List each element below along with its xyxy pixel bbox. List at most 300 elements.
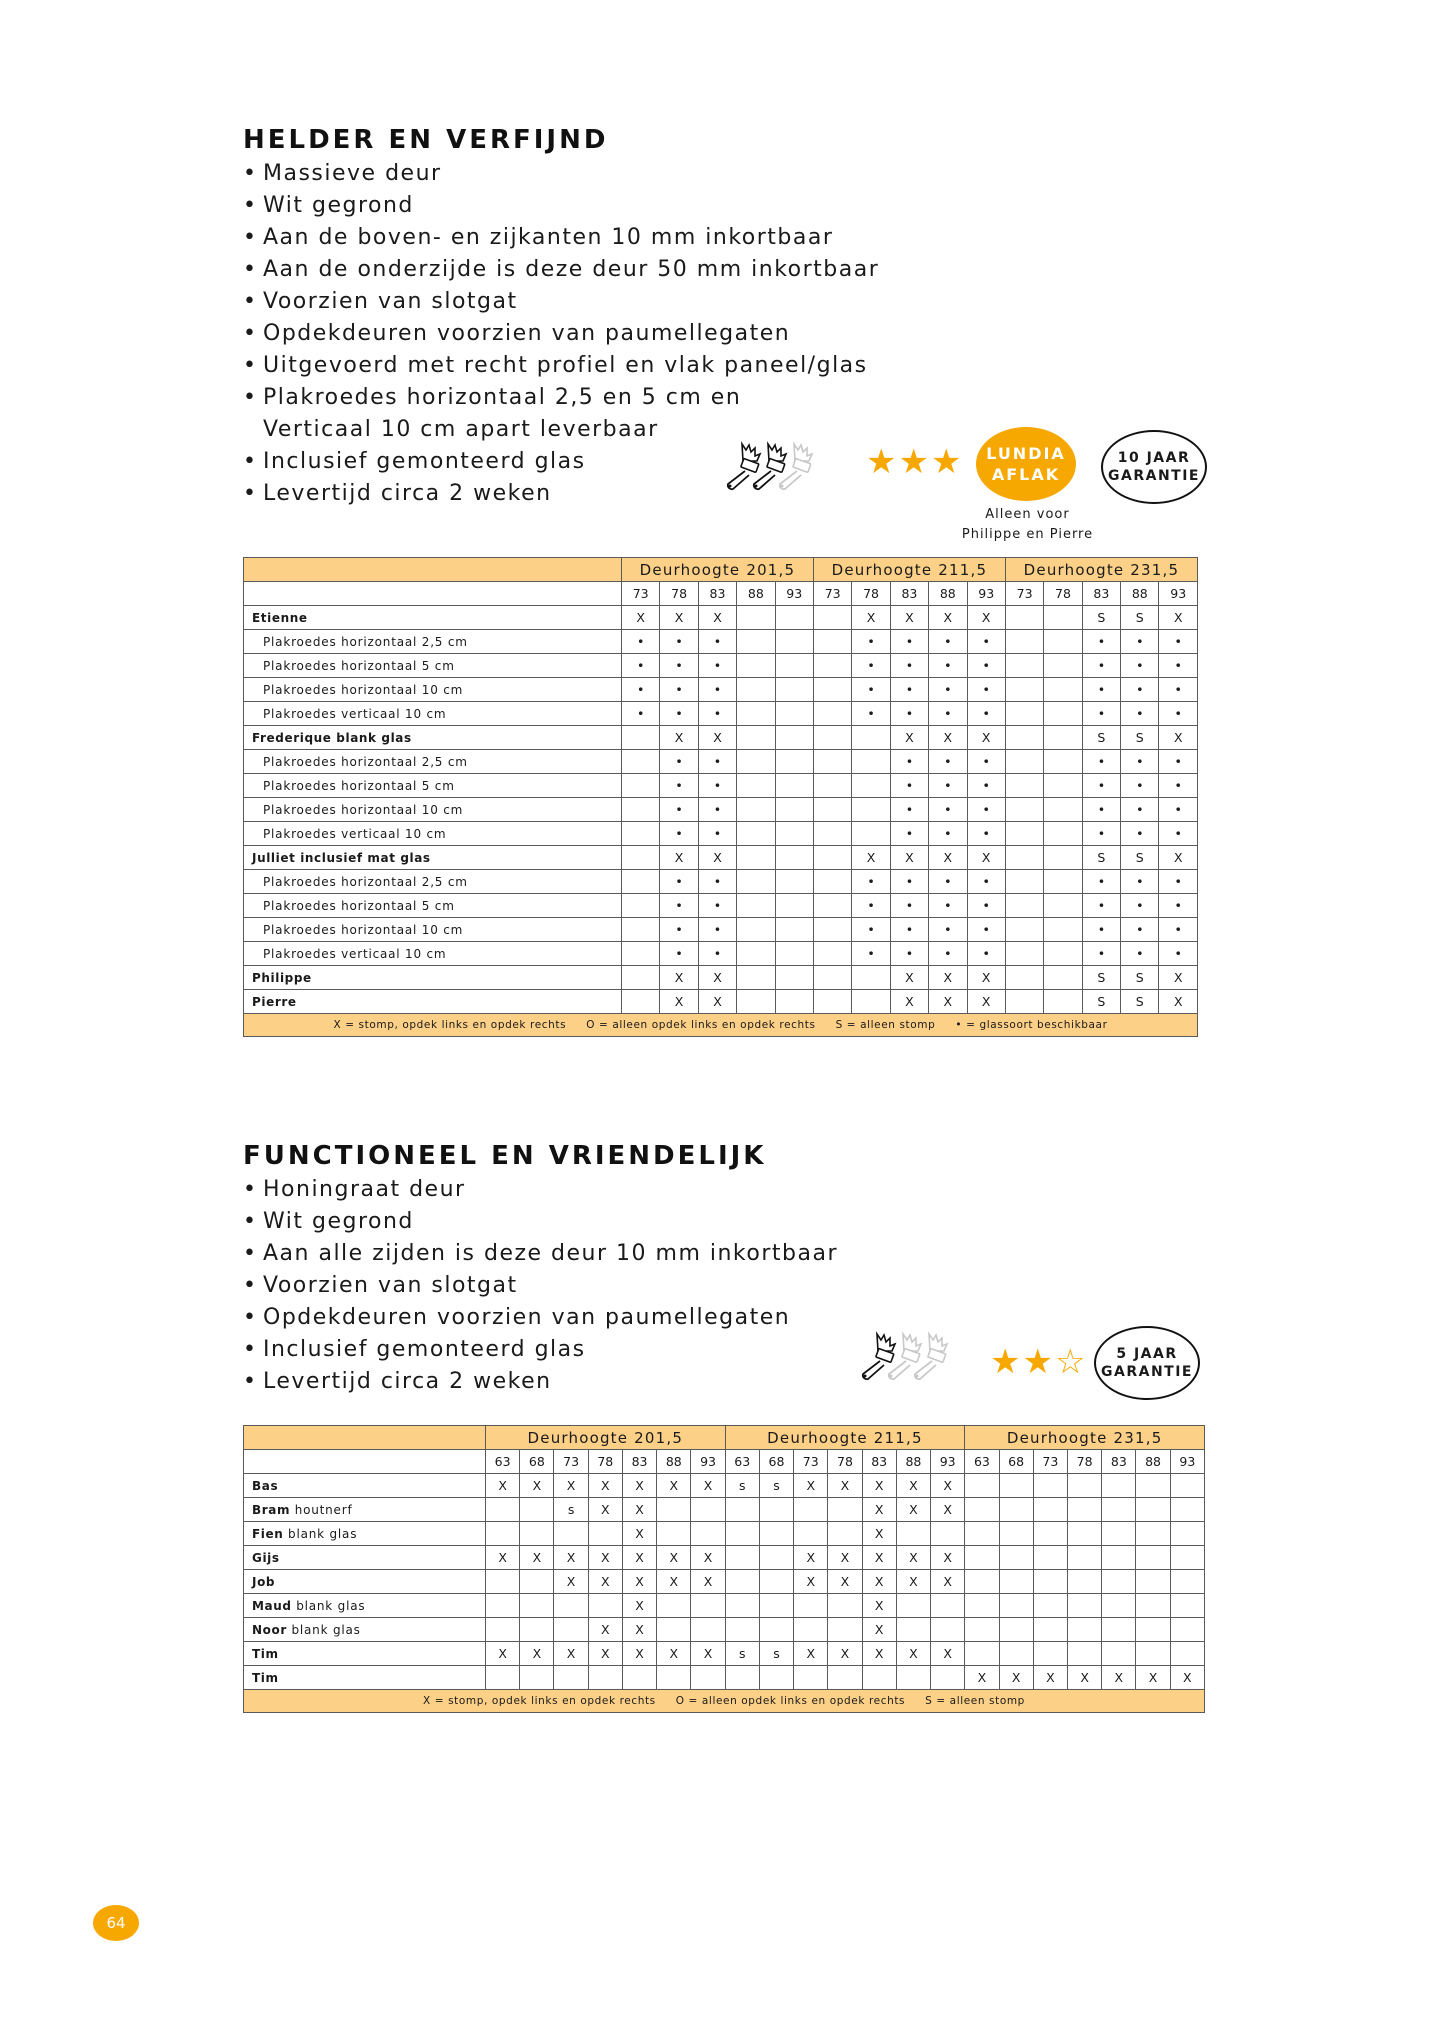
model-name: Frederique blank glas [252, 730, 412, 745]
availability-cell [931, 1522, 965, 1546]
availability-cell [486, 1498, 520, 1522]
availability-cell [965, 1618, 999, 1642]
guarantee-badge-10 [1101, 430, 1207, 504]
availability-cell: X [1170, 1666, 1204, 1690]
availability-cell [1067, 1642, 1101, 1666]
availability-cell: • [852, 894, 890, 918]
availability-cell: • [967, 630, 1005, 654]
door-width-header: 83 [698, 582, 736, 606]
star-icon: ☆ [1054, 1342, 1088, 1382]
availability-cell: X [1159, 966, 1198, 990]
table-legend-row [244, 1690, 1205, 1713]
table-size-header [244, 582, 1198, 606]
availability-cell: S [1121, 966, 1159, 990]
availability-cell: X [862, 1522, 896, 1546]
table-row [244, 822, 1198, 846]
legend-item: • = glassoort beschikbaar [955, 1019, 1108, 1031]
availability-cell [1005, 990, 1043, 1014]
availability-cell [999, 1570, 1033, 1594]
availability-cell [896, 1522, 930, 1546]
availability-cell: • [967, 822, 1005, 846]
availability-cell [520, 1666, 554, 1690]
availability-cell: • [1121, 702, 1159, 726]
table-row [244, 726, 1198, 750]
door-width-header: 63 [965, 1450, 999, 1474]
availability-cell: • [929, 942, 967, 966]
availability-cell [737, 846, 775, 870]
availability-cell [737, 726, 775, 750]
legend-item: O = alleen opdek links en opdek rechts [675, 1695, 906, 1707]
bullet-dot: • [243, 353, 258, 378]
availability-cell: X [554, 1474, 588, 1498]
option-name: Plakroedes horizontaal 5 cm [263, 778, 455, 793]
option-name: Plakroedes verticaal 10 cm [263, 946, 447, 961]
availability-cell: X [896, 1498, 930, 1522]
availability-cell [999, 1642, 1033, 1666]
availability-cell: X [691, 1546, 725, 1570]
availability-cell [622, 942, 660, 966]
bullet-text: Opdekdeuren voorzien van paumellegaten [263, 1305, 791, 1330]
availability-cell: X [622, 606, 660, 630]
door-height-header: Deurhoogte 211,5 [813, 558, 1005, 582]
availability-cell: • [1121, 918, 1159, 942]
model-variant: blank glas [286, 1622, 361, 1637]
availability-cell [813, 918, 851, 942]
availability-cell: • [660, 798, 698, 822]
availability-cell: X [896, 1642, 930, 1666]
door-width-header: 78 [1067, 1450, 1101, 1474]
availability-cell: X [660, 846, 698, 870]
table-legend [244, 1690, 1205, 1713]
availability-cell [520, 1570, 554, 1594]
table-group-header [244, 558, 1198, 582]
legend-item: X = stomp, opdek links en opdek rechts [423, 1695, 656, 1707]
door-width-header: 88 [1121, 582, 1159, 606]
door-width-header: 93 [691, 1450, 725, 1474]
availability-cell [1033, 1522, 1067, 1546]
availability-cell [965, 1522, 999, 1546]
door-width-header: 78 [1044, 582, 1082, 606]
availability-cell [737, 798, 775, 822]
availability-cell: • [660, 870, 698, 894]
availability-cell: • [622, 630, 660, 654]
availability-cell [588, 1522, 622, 1546]
availability-cell: X [794, 1474, 828, 1498]
availability-cell [622, 918, 660, 942]
availability-cell: • [1082, 798, 1120, 822]
availability-cell [1044, 750, 1082, 774]
availability-cell: X [660, 966, 698, 990]
availability-cell: X [862, 1642, 896, 1666]
row-label [244, 1498, 486, 1522]
door-height-header: Deurhoogte 211,5 [725, 1426, 965, 1450]
availability-cell [486, 1666, 520, 1690]
availability-cell [1136, 1642, 1170, 1666]
availability-cell [1044, 846, 1082, 870]
availability-cell: • [698, 702, 736, 726]
availability-cell: • [698, 822, 736, 846]
availability-cell: • [698, 774, 736, 798]
availability-cell: X [622, 1642, 656, 1666]
availability-cell: • [660, 630, 698, 654]
availability-cell [1067, 1618, 1101, 1642]
note-line: Philippe en Pierre [961, 527, 1094, 542]
availability-cell [1033, 1618, 1067, 1642]
availability-cell: X [622, 1498, 656, 1522]
legend-item: X = stomp, opdek links en opdek rechts [333, 1019, 567, 1031]
door-width-header: 83 [1102, 1450, 1136, 1474]
availability-cell: X [588, 1642, 622, 1666]
availability-cell: X [828, 1546, 862, 1570]
table-row [244, 1594, 1205, 1618]
badge-line: LUNDIA [986, 444, 1066, 463]
door-width-header: 73 [554, 1450, 588, 1474]
availability-cell: X [929, 726, 967, 750]
table-row [244, 990, 1198, 1014]
availability-cell: X [698, 990, 736, 1014]
availability-cell [1005, 726, 1043, 750]
door-width-header: 63 [486, 1450, 520, 1474]
door-width-header: 88 [737, 582, 775, 606]
availability-cell [1033, 1474, 1067, 1498]
page-number: 64 [93, 1905, 139, 1941]
availability-cell: • [698, 870, 736, 894]
availability-cell: X [698, 846, 736, 870]
availability-cell [775, 774, 813, 798]
bullet-item [243, 1366, 838, 1398]
badge-line: AFLAK [991, 465, 1061, 484]
availability-cell: • [660, 702, 698, 726]
availability-cell [1033, 1498, 1067, 1522]
model-name: Noor [252, 1622, 287, 1637]
availability-cell: s [725, 1642, 759, 1666]
availability-cell [759, 1498, 793, 1522]
lundia-note [950, 505, 1105, 545]
row-label [244, 1618, 486, 1642]
availability-cell [1136, 1594, 1170, 1618]
availability-cell: S [1121, 726, 1159, 750]
availability-cell: X [828, 1474, 862, 1498]
availability-cell: X [486, 1474, 520, 1498]
availability-cell: X [691, 1570, 725, 1594]
availability-cell [622, 894, 660, 918]
row-label [244, 750, 622, 774]
availability-cell [999, 1546, 1033, 1570]
option-name: Plakroedes horizontaal 5 cm [263, 898, 455, 913]
availability-cell: X [554, 1570, 588, 1594]
availability-cell [691, 1522, 725, 1546]
availability-cell: X [862, 1618, 896, 1642]
availability-cell: X [852, 846, 890, 870]
availability-cell: • [1159, 630, 1198, 654]
availability-cell [1044, 942, 1082, 966]
availability-cell [828, 1522, 862, 1546]
availability-cell: S [1082, 990, 1120, 1014]
availability-cell [813, 654, 851, 678]
option-name: Plakroedes horizontaal 2,5 cm [263, 874, 468, 889]
availability-cell: X [660, 726, 698, 750]
availability-cell: S [1121, 606, 1159, 630]
availability-cell [775, 822, 813, 846]
bullet-item [243, 1206, 838, 1238]
availability-cell [775, 750, 813, 774]
availability-cell: • [1082, 942, 1120, 966]
bullet-dot: • [243, 193, 258, 218]
availability-cell: X [929, 846, 967, 870]
availability-cell: • [1082, 822, 1120, 846]
guarantee-line: GARANTIE [1101, 1364, 1193, 1380]
availability-cell [775, 990, 813, 1014]
bullet-dot: • [243, 1241, 258, 1266]
availability-cell [737, 654, 775, 678]
availability-cell [1102, 1474, 1136, 1498]
availability-cell [775, 606, 813, 630]
row-label [244, 798, 622, 822]
table-row [244, 1546, 1205, 1570]
availability-cell: X [660, 606, 698, 630]
row-label [244, 942, 622, 966]
availability-cell: X [967, 990, 1005, 1014]
availability-cell [554, 1522, 588, 1546]
table-row [244, 918, 1198, 942]
availability-cell [965, 1570, 999, 1594]
availability-cell: S [1082, 726, 1120, 750]
availability-cell [999, 1498, 1033, 1522]
availability-cell [1067, 1522, 1101, 1546]
availability-cell [813, 726, 851, 750]
availability-cell [775, 918, 813, 942]
availability-cell: X [931, 1474, 965, 1498]
availability-cell [813, 750, 851, 774]
availability-cell [1005, 870, 1043, 894]
availability-cell: X [486, 1546, 520, 1570]
option-name: Plakroedes horizontaal 10 cm [263, 802, 464, 817]
availability-cell: X [660, 990, 698, 1014]
availability-cell [794, 1666, 828, 1690]
bullet-item [243, 190, 879, 222]
bullet-text: Voorzien van slotgat [263, 1273, 518, 1298]
availability-cell: X [965, 1666, 999, 1690]
bullet-item [243, 1334, 838, 1366]
model-name: Fien [252, 1526, 284, 1541]
availability-cell [737, 822, 775, 846]
bullet-text: Voorzien van slotgat [263, 289, 518, 314]
availability-cell [1102, 1594, 1136, 1618]
availability-cell: • [660, 654, 698, 678]
model-variant: blank glas [283, 1526, 358, 1541]
availability-cell [813, 678, 851, 702]
table-row [244, 750, 1198, 774]
availability-cell [520, 1522, 554, 1546]
availability-cell [931, 1594, 965, 1618]
availability-cell [896, 1594, 930, 1618]
availability-cell [1170, 1498, 1204, 1522]
availability-cell: • [660, 822, 698, 846]
availability-cell [999, 1474, 1033, 1498]
availability-cell: X [1033, 1666, 1067, 1690]
star-icon: ★ [866, 442, 899, 482]
availability-cell: X [1159, 726, 1198, 750]
availability-cell: X [931, 1642, 965, 1666]
table-row [244, 1666, 1205, 1690]
bullet-text: Levertijd circa 2 weken [263, 481, 552, 506]
availability-cell: X [588, 1618, 622, 1642]
bullet-dot: • [243, 321, 258, 346]
availability-cell [813, 822, 851, 846]
availability-cell: • [967, 654, 1005, 678]
availability-cell [622, 870, 660, 894]
bullet-text: Honingraat deur [263, 1177, 466, 1202]
availability-cell: • [698, 654, 736, 678]
door-height-header: Deurhoogte 231,5 [1005, 558, 1197, 582]
model-name: Tim [252, 1670, 279, 1685]
availability-cell [794, 1498, 828, 1522]
availability-cell: X [999, 1666, 1033, 1690]
availability-cell: • [660, 774, 698, 798]
availability-cell [828, 1594, 862, 1618]
legend-item: O = alleen opdek links en opdek rechts [586, 1019, 816, 1031]
model-name: Job [252, 1574, 276, 1589]
bullet-item [243, 158, 879, 190]
availability-cell [775, 654, 813, 678]
availability-cell [1005, 798, 1043, 822]
availability-cell: X [896, 1546, 930, 1570]
door-width-header: 78 [852, 582, 890, 606]
availability-cell [737, 750, 775, 774]
availability-cell: X [622, 1594, 656, 1618]
availability-cell [931, 1666, 965, 1690]
availability-cell [1005, 654, 1043, 678]
availability-cell [1102, 1546, 1136, 1570]
star-rating [990, 1342, 1087, 1382]
row-label [244, 918, 622, 942]
table-row [244, 654, 1198, 678]
door-width-header: 93 [967, 582, 1005, 606]
door-width-header: 88 [657, 1450, 691, 1474]
paintbrush-icon [907, 1330, 953, 1388]
bullet-text: Wit gegrond [263, 1209, 414, 1234]
model-name: Gijs [252, 1550, 280, 1565]
availability-cell: s [554, 1498, 588, 1522]
availability-cell: • [1121, 942, 1159, 966]
availability-cell: X [890, 966, 928, 990]
table-row [244, 630, 1198, 654]
availability-cell: • [660, 750, 698, 774]
guarantee-line: GARANTIE [1108, 468, 1200, 484]
availability-cell: X [828, 1642, 862, 1666]
availability-cell: • [660, 918, 698, 942]
availability-cell: X [794, 1546, 828, 1570]
availability-cell: • [1159, 750, 1198, 774]
table-size-header [244, 1450, 1205, 1474]
bullet-dot: • [243, 225, 258, 250]
row-label [244, 774, 622, 798]
availability-cell: • [622, 654, 660, 678]
availability-cell [520, 1594, 554, 1618]
availability-cell [1067, 1546, 1101, 1570]
availability-cell: X [588, 1498, 622, 1522]
availability-cell [486, 1522, 520, 1546]
availability-cell [622, 1666, 656, 1690]
availability-cell [1136, 1546, 1170, 1570]
availability-cell [1170, 1474, 1204, 1498]
availability-cell [657, 1594, 691, 1618]
availability-cell [813, 606, 851, 630]
bullet-item [243, 286, 879, 318]
door-width-header: 88 [929, 582, 967, 606]
availability-cell: X [657, 1642, 691, 1666]
availability-cell [622, 726, 660, 750]
availability-cell [813, 774, 851, 798]
availability-cell [737, 870, 775, 894]
door-height-header: Deurhoogte 201,5 [622, 558, 814, 582]
availability-cell: X [890, 846, 928, 870]
availability-cell [1005, 630, 1043, 654]
door-width-header: 83 [890, 582, 928, 606]
row-label [244, 870, 622, 894]
availability-cell: X [896, 1474, 930, 1498]
availability-cell [813, 990, 851, 1014]
row-label [244, 1594, 486, 1618]
availability-cell [737, 942, 775, 966]
availability-cell: • [1082, 630, 1120, 654]
section-title-functioneel: FUNCTIONEEL EN VRIENDELIJK [243, 1141, 767, 1171]
availability-cell: • [1082, 894, 1120, 918]
availability-cell: • [852, 654, 890, 678]
bullet-dot: • [243, 1305, 258, 1330]
availability-cell: • [1121, 654, 1159, 678]
availability-cell [554, 1618, 588, 1642]
availability-cell: • [1082, 774, 1120, 798]
door-width-header: 93 [1170, 1450, 1204, 1474]
availability-cell: • [622, 678, 660, 702]
availability-cell: X [931, 1498, 965, 1522]
door-width-header: 93 [775, 582, 813, 606]
availability-cell [737, 774, 775, 798]
availability-cell [520, 1618, 554, 1642]
availability-cell: • [929, 822, 967, 846]
feature-list-functioneel [243, 1174, 838, 1398]
availability-cell [737, 918, 775, 942]
availability-cell [691, 1498, 725, 1522]
availability-cell [759, 1594, 793, 1618]
availability-cell: • [929, 750, 967, 774]
availability-cell [1136, 1474, 1170, 1498]
option-name: Plakroedes horizontaal 10 cm [263, 682, 464, 697]
availability-cell [725, 1522, 759, 1546]
availability-cell: • [1159, 774, 1198, 798]
availability-cell: S [1121, 990, 1159, 1014]
door-width-header: 88 [896, 1450, 930, 1474]
door-width-header: 68 [999, 1450, 1033, 1474]
availability-cell: • [890, 918, 928, 942]
availability-cell [737, 702, 775, 726]
availability-cell: • [929, 654, 967, 678]
bullet-text: Uitgevoerd met recht profiel en vlak paneel/glas [263, 353, 868, 378]
bullet-item [243, 1238, 838, 1270]
availability-cell: X [657, 1546, 691, 1570]
availability-cell [794, 1618, 828, 1642]
availability-cell [852, 798, 890, 822]
availability-cell [813, 630, 851, 654]
availability-cell: • [1121, 750, 1159, 774]
bullet-dot: • [243, 385, 258, 410]
availability-cell: • [890, 822, 928, 846]
availability-cell: X [520, 1642, 554, 1666]
availability-cell [1136, 1522, 1170, 1546]
availability-cell [1044, 630, 1082, 654]
availability-cell: • [852, 630, 890, 654]
